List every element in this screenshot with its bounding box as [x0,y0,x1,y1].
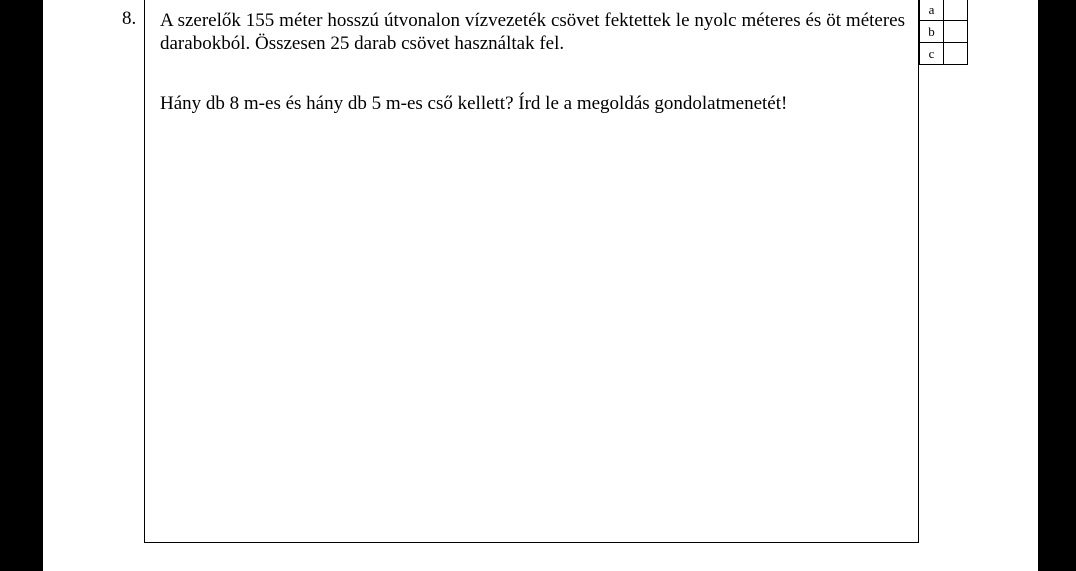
score-grid [919,0,968,65]
score-cell[interactable] [944,0,968,21]
bottom-border [144,542,919,543]
score-row [920,43,968,65]
problem-statement: A szerelők 155 méter hosszú útvonalon vízvezeték csövet fektettek le nyolc méteres és öt méteres darabokból. Összesen 25 darab csövet használtak fel. [160,10,905,54]
score-cell[interactable] [944,43,968,65]
question-text-block [160,9,905,115]
question-number: 8. [122,8,137,29]
score-label-b: b [920,21,944,43]
task-prompt: Hány db 8 m-es és hány db 5 m-es cső kellett? Írd le a megoldás gondolatmenetét! [160,93,788,114]
right-border [918,0,919,543]
score-label-c: c [920,43,944,65]
score-row [920,21,968,43]
score-cell[interactable] [944,21,968,43]
score-label-a: a [920,0,944,21]
exam-page [43,0,1038,571]
score-row [920,0,968,21]
left-border [144,0,145,543]
